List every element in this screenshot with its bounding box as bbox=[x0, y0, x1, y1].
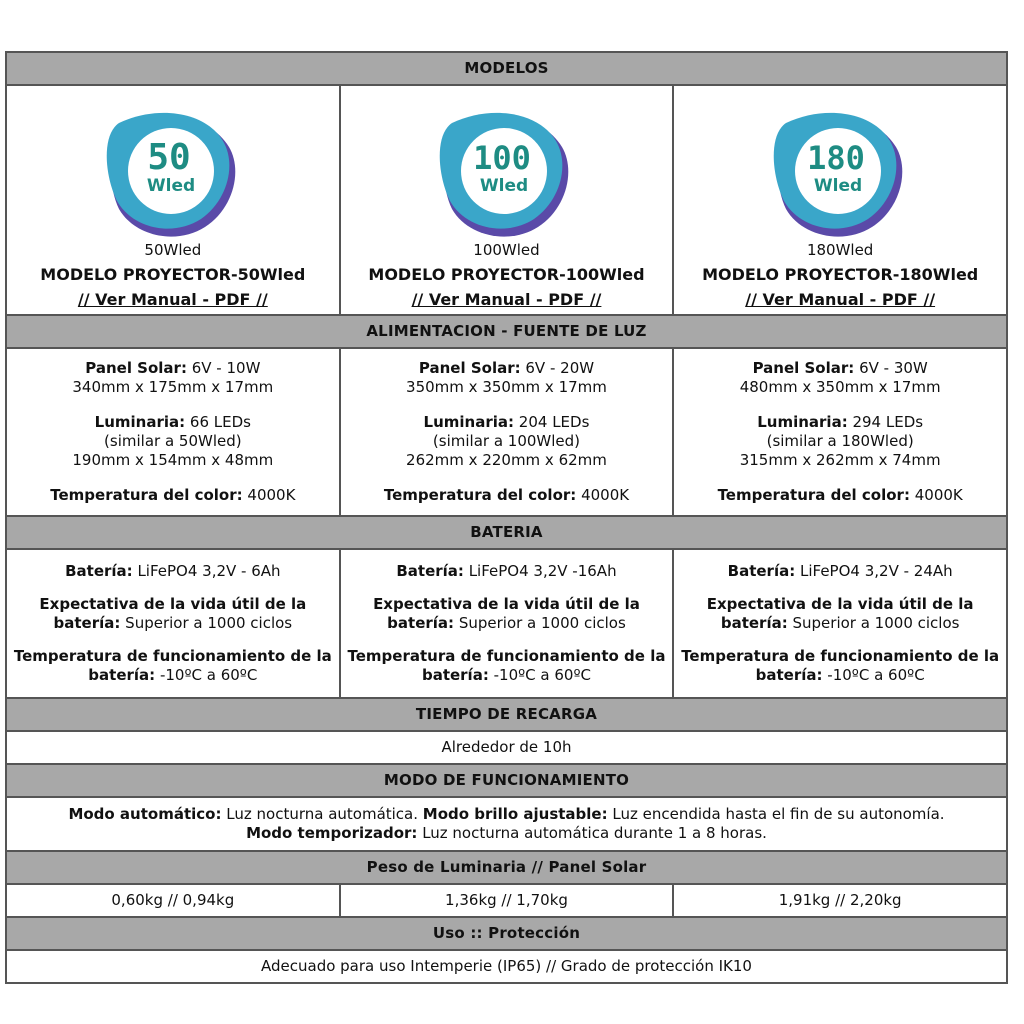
section-header-bateria: BATERIA bbox=[6, 516, 1007, 549]
panel-value: 6V - 10W bbox=[191, 359, 261, 377]
luminaria-label: Luminaria: bbox=[94, 413, 186, 431]
panel-dims: 350mm x 350mm x 17mm bbox=[406, 378, 607, 396]
alimentacion-cell bbox=[340, 348, 674, 516]
battery-value: LiFePO4 3,2V - 24Ah bbox=[800, 562, 953, 580]
weight-cell: 1,36kg // 1,70kg bbox=[340, 884, 674, 917]
model-caption: 100Wled bbox=[473, 240, 540, 259]
alimentacion-cell bbox=[673, 348, 1007, 516]
color-temp-label: Temperatura del color: bbox=[383, 486, 577, 504]
luminaria-similar: (similar a 100Wled) bbox=[432, 432, 581, 450]
logo-unit: Wled bbox=[146, 175, 195, 196]
model-caption: 50Wled bbox=[144, 240, 202, 259]
battery-life-label: Expectativa de la vida útil de la batería: bbox=[706, 595, 974, 632]
logo-100wled-icon bbox=[438, 105, 574, 241]
modo-auto-label: Modo automático: bbox=[68, 805, 222, 823]
logo-number: 100 bbox=[473, 138, 532, 177]
panel-dims: 480mm x 350mm x 17mm bbox=[739, 378, 941, 396]
luminaria-value: 204 LEDs bbox=[518, 413, 590, 431]
battery-optemp-label: Temperatura de funcionamiento de la batería: bbox=[347, 647, 666, 684]
panel-label: Panel Solar: bbox=[85, 359, 187, 377]
battery-label: Batería: bbox=[65, 562, 133, 580]
luminaria-dims: 315mm x 262mm x 74mm bbox=[739, 451, 941, 469]
logo-number: 50 bbox=[147, 136, 191, 178]
weight-cell: 0,60kg // 0,94kg bbox=[6, 884, 340, 917]
luminaria-similar: (similar a 180Wled) bbox=[766, 432, 914, 450]
color-temp-label: Temperatura del color: bbox=[50, 486, 243, 504]
color-temp-value: 4000K bbox=[247, 486, 296, 504]
modo-auto-value: Luz nocturna automática. bbox=[226, 805, 419, 823]
battery-label: Batería: bbox=[396, 562, 464, 580]
luminaria-dims: 262mm x 220mm x 62mm bbox=[406, 451, 607, 469]
spec-table bbox=[5, 51, 1008, 984]
luminaria-dims: 190mm x 154mm x 48mm bbox=[72, 451, 274, 469]
model-cell-100 bbox=[340, 85, 674, 315]
modo-temporizador-label: Modo temporizador: bbox=[246, 824, 418, 842]
color-temp-value: 4000K bbox=[581, 486, 630, 504]
section-header-uso: Uso :: Protección bbox=[6, 917, 1007, 950]
color-temp-label: Temperatura del color: bbox=[717, 486, 910, 504]
luminaria-value: 66 LEDs bbox=[189, 413, 251, 431]
battery-optemp-label: Temperatura de funcionamiento de la batería: bbox=[13, 647, 332, 684]
alimentacion-cell bbox=[6, 348, 340, 516]
panel-value: 6V - 20W bbox=[525, 359, 595, 377]
battery-optemp-value: -10ºC a 60ºC bbox=[827, 666, 925, 684]
modo-cell bbox=[6, 797, 1007, 851]
battery-life-value: Superior a 1000 ciclos bbox=[792, 614, 960, 632]
modo-temporizador-value: Luz nocturna automática durante 1 a 8 horas. bbox=[422, 824, 767, 842]
logo-number: 180 bbox=[807, 138, 866, 177]
section-header-modo: MODO DE FUNCIONAMIENTO bbox=[6, 764, 1007, 797]
battery-optemp-label: Temperatura de funcionamiento de la batería: bbox=[681, 647, 1000, 684]
battery-life-value: Superior a 1000 ciclos bbox=[125, 614, 293, 632]
uso-value: Adecuado para uso Intemperie (IP65) // Grado de protección IK10 bbox=[6, 950, 1007, 983]
logo-50wled-icon bbox=[105, 105, 241, 241]
model-name: MODELO PROYECTOR-180Wled bbox=[702, 264, 979, 284]
battery-optemp-value: -10ºC a 60ºC bbox=[493, 666, 592, 684]
color-temp-value: 4000K bbox=[914, 486, 963, 504]
bateria-cell bbox=[340, 549, 674, 698]
battery-value: LiFePO4 3,2V -16Ah bbox=[468, 562, 617, 580]
model-cell-50 bbox=[6, 85, 340, 315]
luminaria-label: Luminaria: bbox=[423, 413, 515, 431]
bateria-cell bbox=[673, 549, 1007, 698]
luminaria-label: Luminaria: bbox=[757, 413, 848, 431]
bateria-cell bbox=[6, 549, 340, 698]
model-name: MODELO PROYECTOR-100Wled bbox=[368, 264, 645, 284]
section-header-peso: Peso de Luminaria // Panel Solar bbox=[6, 851, 1007, 884]
modo-brillo-label: Modo brillo ajustable: bbox=[422, 805, 608, 823]
panel-value: 6V - 30W bbox=[859, 359, 928, 377]
battery-label: Batería: bbox=[727, 562, 796, 580]
manual-pdf-link[interactable]: // Ver Manual - PDF // bbox=[745, 289, 936, 309]
recarga-value: Alrededor de 10h bbox=[6, 731, 1007, 764]
logo-unit: Wled bbox=[814, 175, 863, 196]
model-caption: 180Wled bbox=[806, 240, 874, 259]
battery-value: LiFePO4 3,2V - 6Ah bbox=[137, 562, 281, 580]
manual-pdf-link[interactable]: // Ver Manual - PDF // bbox=[411, 289, 602, 309]
battery-life-label: Expectativa de la vida útil de la batería: bbox=[373, 595, 640, 632]
battery-optemp-value: -10ºC a 60ºC bbox=[159, 666, 258, 684]
logo-unit: Wled bbox=[480, 175, 529, 196]
section-header-modelos: MODELOS bbox=[6, 52, 1007, 85]
luminaria-value: 294 LEDs bbox=[852, 413, 924, 431]
model-cell-180 bbox=[673, 85, 1007, 315]
luminaria-similar: (similar a 50Wled) bbox=[104, 432, 242, 450]
weight-cell: 1,91kg // 2,20kg bbox=[673, 884, 1007, 917]
battery-life-value: Superior a 1000 ciclos bbox=[458, 614, 626, 632]
model-name: MODELO PROYECTOR-50Wled bbox=[40, 264, 306, 284]
manual-pdf-link[interactable]: // Ver Manual - PDF // bbox=[77, 289, 268, 309]
section-header-alimentacion: ALIMENTACION - FUENTE DE LUZ bbox=[6, 315, 1007, 348]
panel-dims: 340mm x 175mm x 17mm bbox=[72, 378, 274, 396]
logo-180wled-icon bbox=[772, 105, 908, 241]
battery-life-label: Expectativa de la vida útil de la batería: bbox=[39, 595, 307, 632]
modo-brillo-value: Luz encendida hasta el fin de su autonomía. bbox=[612, 805, 945, 823]
panel-label: Panel Solar: bbox=[418, 359, 521, 377]
section-header-recarga: TIEMPO DE RECARGA bbox=[6, 698, 1007, 731]
panel-label: Panel Solar: bbox=[752, 359, 855, 377]
